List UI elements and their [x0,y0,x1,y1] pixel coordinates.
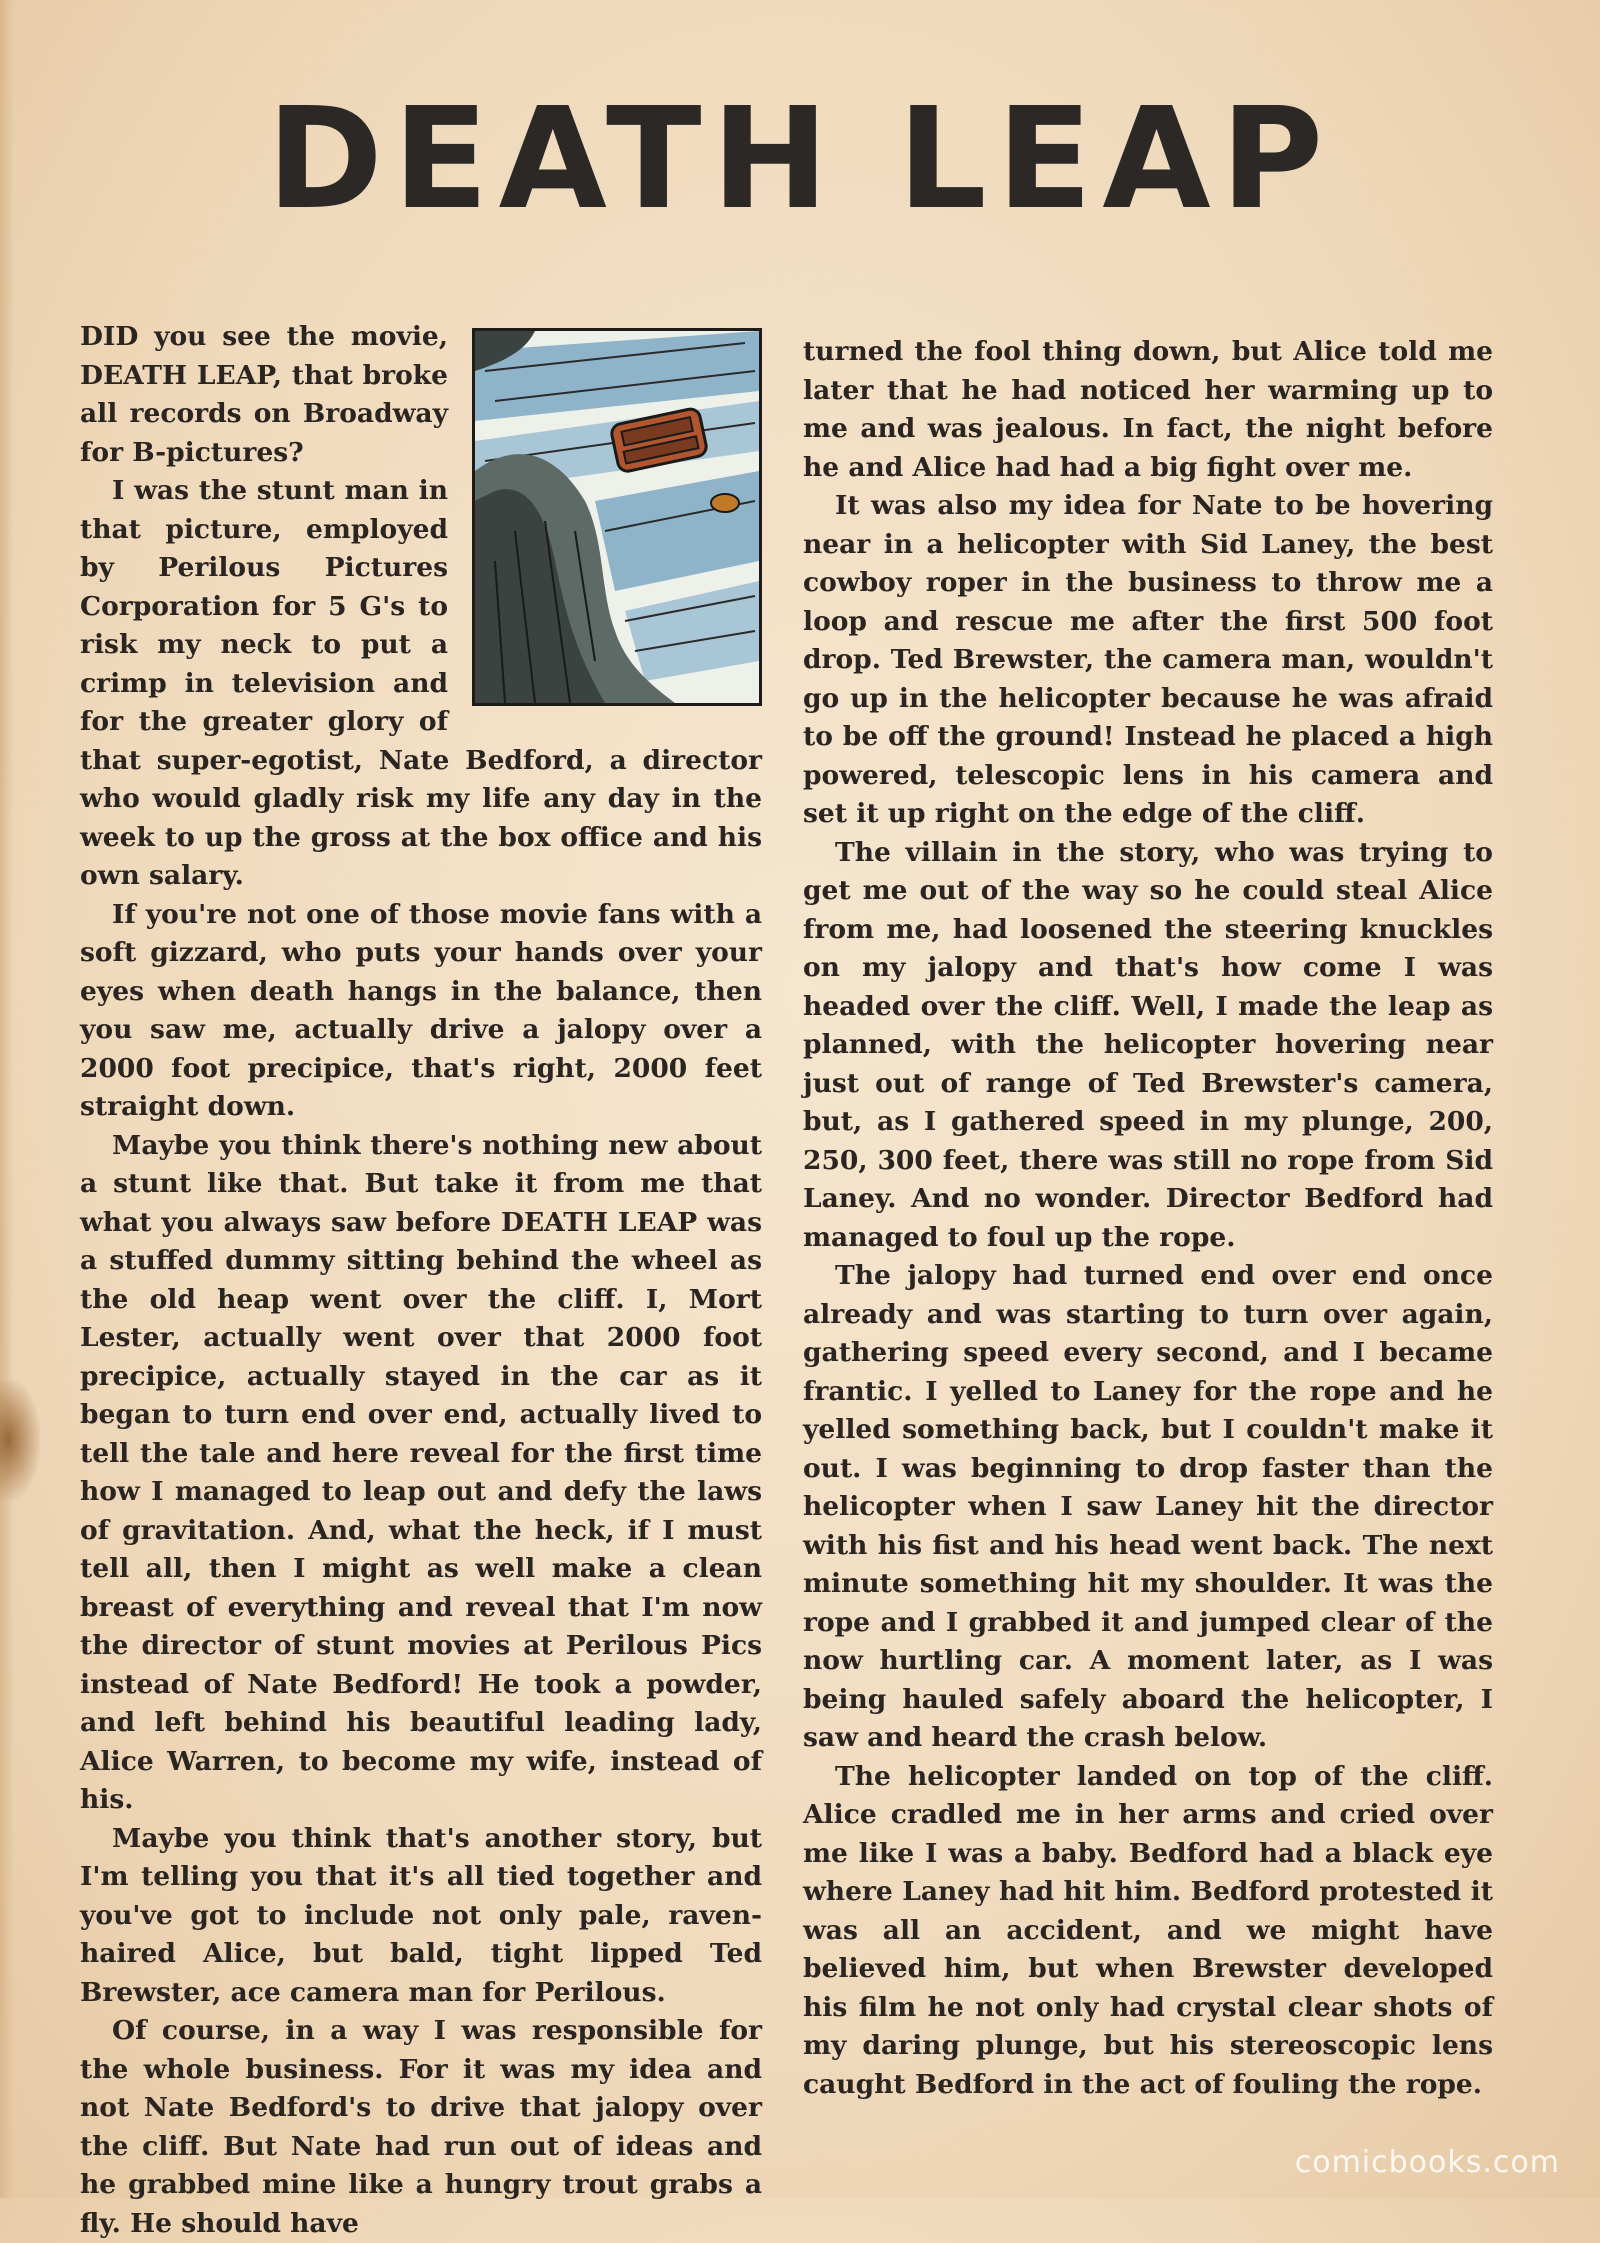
paragraph: If you're not one of those movie fans with a soft gizzard, who puts your hands over your eyes when death hangs in the balance, then you saw me, actually drive a jalopy over a 2000 foot precipice, that's right, 2000 feet straight down. [80,898,762,1122]
paragraph: The villain in the story, who was trying to get me out of the way so he could steal Alice from me, had loosened the steering knuckles on my jalopy and that's how come I was headed over the cliff. Well, I made the leap as planned, with the helicopter hovering near just out of range of Ted Brewster's camera, but, as I gathered speed in my plunge, 200, 250, 300 feet, there was still no rope from Sid Laney. And no wonder. Director Bedford had managed to foul up the rope. [803,836,1493,1253]
paragraph: turned the fool thing down, but Alice told me later that he had noticed her warming up to me and was jealous. In fact, the night before he and Alice had had a big fight over me. [803,336,1493,483]
paragraph: Maybe you think there's nothing new about a stunt like that. But take it from me that what you always saw before DEATH LEAP was a stuffed dummy sitting behind the wheel as the old heap went over the cliff. I, Mort Lester, actually went over that 2000 foot precipice, actually stayed in the car as it began to turn end over end, actually lived to tell the tale and here reveal for the first time how I managed to leap out and defy the laws of gravitation. And, what the heck, if I must tell all, then I might as well make a clean breast of everything and reveal that I'm now the director of stunt movies at Perilous Pics instead of Nate Bedford! He took a powder, and left behind his beautiful leading lady, Alice Warren, to become my wife, instead of his. [80,1129,762,1815]
paragraph: Of course, in a way I was responsible for the whole business. For it was my idea and not Nate Bedford's to drive that jalopy over the cliff. But Nate had run out of ideas and he grabbed mine like a hungry trout grabs a fly. He should have [80,2015,762,2239]
paragraph: I was the stunt man in that picture, employed by Perilous Pictures Corporation for 5 G's to risk my neck to put a crimp in television and for the greater glory of that super-egotist, Nate Bedford, a director who would gladly risk my life any day in the week to up the gross at the box office and his own salary. [80,475,762,891]
left-text-column [80,318,762,2243]
paragraph: Maybe you think that's another story, but I'm telling you that it's all tied together and you've got to include not only pale, raven-haired Alice, but bald, tight lipped Ted Brewster, ace camera man for Perilous. [80,1822,762,2008]
site-watermark: comicbooks.com [1294,2145,1560,2180]
paragraph: The jalopy had turned end over end once already and was starting to turn over again, gathering speed every second, and I became frantic. I yelled to Laney for the rope and he yelled something back, but I couldn't make it out. I was beginning to drop faster than the helicopter when I saw Laney hit the director with his fist and his head went back. The next minute something hit my shoulder. It was the rope and I grabbed it and jumped clear of the now hurtling car. A moment later, as I was being hauled safely aboard the helicopter, I saw and heard the crash below. [803,1260,1493,1753]
page-edge-shading [0,0,14,2198]
paragraph: It was also my idea for Nate to be hovering near in a helicopter with Sid Laney, the best cowboy roper in the business to throw me a loop and rescue me after the first 500 foot drop. Ted Brewster, the camera man, wouldn't go up in the helicopter because he was afraid to be off the ground! Instead he placed a high powered, telescopic lens in his camera and set it up right on the edge of the cliff. [803,490,1493,829]
story-title: DEATH LEAP [266,78,1334,241]
paragraph: The helicopter landed on top of the cliff. Alice cradled me in her arms and cried over me like I was a baby. Bedford had a black eye where Laney had hit him. Bedford protested it was all an accident, and we might have believed him, but when Brewster developed his film he not only had crystal clear shots of my daring plunge, but his stereoscopic lens caught Bedford in the act of fouling the rope. [803,1760,1493,2100]
right-text-column [803,333,1493,2104]
paper-stain [0,1380,40,1500]
cliff-illustration-icon [475,331,759,703]
story-illustration [472,328,762,706]
paragraph: DID you see the movie, DEATH LEAP, that broke all records on Broadway for B-pictures? [80,321,448,468]
